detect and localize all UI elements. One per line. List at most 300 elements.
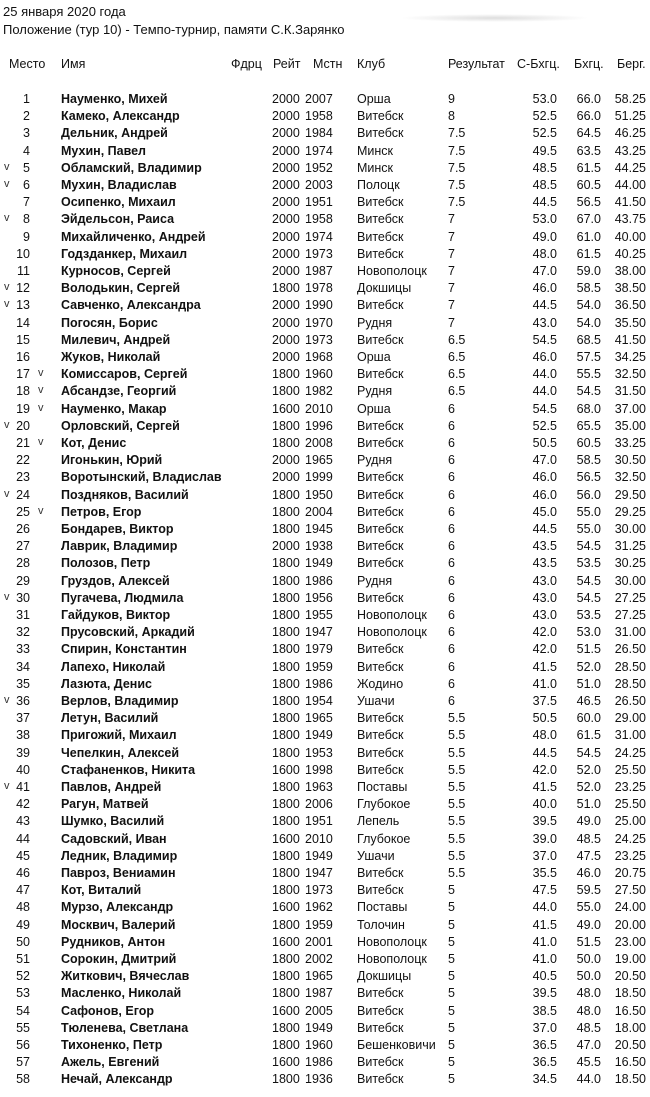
- place-cell: 55: [16, 1020, 30, 1035]
- name-cell: Дельник, Андрей: [61, 126, 168, 141]
- result-cell: 6: [448, 487, 455, 502]
- club-cell: Витебск: [357, 109, 404, 124]
- buchholz-cell: 54.5: [576, 745, 601, 760]
- result-cell: 5: [448, 1020, 455, 1035]
- place-cell: 34: [16, 659, 30, 674]
- result-cell: 7: [448, 212, 455, 227]
- club-cell: Толочин: [357, 917, 405, 932]
- club-cell: Витебск: [357, 418, 404, 433]
- berger-cell: 40.00: [614, 229, 646, 244]
- result-cell: 5: [448, 900, 455, 915]
- table-row: [0, 849, 650, 866]
- sbuchholz-cell: 50.5: [532, 711, 557, 726]
- result-cell: 6: [448, 608, 455, 622]
- place-cell: 51: [16, 952, 30, 966]
- buchholz-cell: 48.0: [576, 1003, 601, 1018]
- year-cell: 2007: [305, 92, 333, 106]
- sbuchholz-cell: 43.0: [532, 573, 557, 588]
- year-cell: 1952: [305, 160, 333, 175]
- table-row: [0, 470, 650, 487]
- club-cell: Рудня: [357, 384, 393, 399]
- place-cell: 54: [16, 1003, 30, 1018]
- club-cell: Витебск: [357, 539, 404, 554]
- table-row: [0, 728, 650, 745]
- berger-cell: 26.50: [614, 642, 646, 657]
- rating-cell: 1800: [272, 797, 300, 812]
- year-cell: 2006: [305, 797, 333, 812]
- rating-cell: 1800: [272, 917, 300, 932]
- buchholz-cell: 54.5: [576, 573, 601, 588]
- club-cell: Витебск: [357, 1020, 404, 1035]
- place-cell: 23: [16, 470, 30, 485]
- club-cell: Витебск: [357, 866, 404, 880]
- name-cell: Ажель, Евгений: [61, 1055, 160, 1070]
- year-cell: 1973: [305, 883, 333, 898]
- table-row: [0, 1021, 650, 1038]
- result-cell: 5.5: [448, 831, 466, 846]
- berger-cell: 29.25: [614, 504, 646, 519]
- sbuchholz-cell: 37.5: [532, 694, 557, 708]
- header-berger: Берг.: [617, 57, 646, 71]
- table-row: [0, 247, 650, 264]
- year-cell: 1965: [305, 711, 333, 726]
- document-date: 25 января 2020 года: [3, 4, 126, 19]
- result-cell: 5: [448, 952, 455, 966]
- berger-cell: 31.00: [614, 625, 646, 640]
- rating-cell: 1800: [272, 866, 300, 880]
- place-cell: 12: [16, 281, 30, 296]
- table-row: [0, 350, 650, 367]
- sbuchholz-cell: 41.5: [532, 780, 557, 794]
- name-cell: Ледник, Владимир: [61, 848, 178, 863]
- result-cell: 5: [448, 1038, 455, 1052]
- berger-cell: 20.50: [614, 969, 646, 984]
- rating-cell: 1800: [272, 1038, 300, 1052]
- rating-cell: 1800: [272, 642, 300, 657]
- year-cell: 2010: [305, 401, 333, 416]
- rating-cell: 1800: [272, 745, 300, 760]
- place-cell: 37: [16, 711, 30, 726]
- place-cell: 25: [16, 504, 30, 519]
- buchholz-cell: 48.5: [576, 831, 601, 846]
- result-cell: 7: [448, 264, 455, 278]
- name-cell: Абсандзе, Георгий: [61, 384, 177, 399]
- berger-cell: 30.00: [614, 573, 646, 588]
- place-cell: 36: [16, 694, 30, 708]
- place-cell: 24: [16, 487, 30, 502]
- buchholz-cell: 54.0: [576, 298, 601, 313]
- place-cell: 44: [16, 831, 30, 846]
- check-mark-icon: v: [38, 436, 44, 448]
- check-mark-icon: v: [4, 487, 10, 500]
- result-cell: 7.5: [448, 126, 466, 141]
- place-cell: 28: [16, 556, 30, 571]
- year-cell: 1951: [305, 195, 333, 210]
- place-cell: 5: [23, 160, 30, 175]
- place-cell: 1: [23, 92, 30, 106]
- year-cell: 1973: [305, 246, 333, 261]
- buchholz-cell: 59.5: [576, 883, 601, 898]
- rating-cell: 2000: [272, 212, 300, 227]
- year-cell: 1965: [305, 453, 333, 468]
- sbuchholz-cell: 41.0: [532, 952, 557, 966]
- result-cell: 6: [448, 556, 455, 571]
- rating-cell: 1800: [272, 659, 300, 674]
- name-cell: Бондарев, Виктор: [61, 522, 174, 536]
- rating-cell: 2000: [272, 178, 300, 192]
- place-cell: 52: [16, 969, 30, 984]
- rating-cell: 1800: [272, 367, 300, 382]
- table-row: [0, 952, 650, 969]
- berger-cell: 44.00: [614, 178, 646, 192]
- berger-cell: 18.50: [614, 986, 646, 1001]
- table-row: [0, 109, 650, 126]
- name-cell: Лапехо, Николай: [61, 659, 166, 674]
- place-cell: 46: [16, 866, 30, 880]
- club-cell: Витебск: [357, 195, 404, 210]
- berger-cell: 31.00: [614, 728, 646, 743]
- table-row: [0, 367, 650, 384]
- place-cell: 39: [16, 745, 30, 760]
- year-cell: 1986: [305, 676, 333, 691]
- table-row: [0, 92, 650, 109]
- year-cell: 1955: [305, 608, 333, 622]
- buchholz-cell: 67.0: [576, 212, 601, 227]
- name-cell: Камеко, Александр: [61, 109, 180, 124]
- place-cell: 50: [16, 934, 30, 949]
- buchholz-cell: 55.0: [576, 504, 601, 519]
- result-cell: 6: [448, 573, 455, 588]
- berger-cell: 30.25: [614, 556, 646, 571]
- buchholz-cell: 61.5: [576, 246, 601, 261]
- rating-cell: 1600: [272, 934, 300, 949]
- table-row: [0, 419, 650, 436]
- rating-cell: 1800: [272, 1020, 300, 1035]
- place-cell: 13: [16, 298, 30, 313]
- place-cell: 11: [17, 264, 30, 278]
- name-cell: Игонькин, Юрий: [61, 453, 163, 468]
- table-row: [0, 264, 650, 281]
- name-cell: Кот, Денис: [61, 436, 127, 450]
- berger-cell: 18.00: [614, 1020, 646, 1035]
- berger-cell: 32.50: [614, 470, 646, 485]
- year-cell: 1974: [305, 229, 333, 244]
- berger-cell: 30.00: [614, 522, 646, 536]
- rating-cell: 1800: [272, 590, 300, 605]
- result-cell: 6: [448, 642, 455, 657]
- sbuchholz-cell: 36.5: [532, 1055, 557, 1070]
- rating-cell: 1800: [272, 952, 300, 966]
- name-cell: Тихоненко, Петр: [61, 1038, 163, 1052]
- name-cell: Верлов, Владимир: [61, 694, 179, 708]
- year-cell: 1954: [305, 694, 333, 708]
- place-cell: 43: [16, 814, 30, 829]
- berger-cell: 31.25: [614, 539, 646, 554]
- table-row: [0, 746, 650, 763]
- header-place: Место: [9, 57, 46, 71]
- club-cell: Витебск: [357, 212, 404, 227]
- rating-cell: 2000: [272, 453, 300, 468]
- table-row: [0, 161, 650, 178]
- table-row: [0, 986, 650, 1003]
- result-cell: 6: [448, 453, 455, 468]
- table-row: [0, 814, 650, 831]
- year-cell: 1996: [305, 418, 333, 433]
- buchholz-cell: 61.5: [576, 728, 601, 743]
- place-cell: 16: [16, 350, 30, 364]
- buchholz-cell: 60.5: [576, 436, 601, 450]
- berger-cell: 25.50: [614, 762, 646, 777]
- sbuchholz-cell: 44.0: [532, 384, 557, 399]
- table-row: [0, 900, 650, 917]
- place-cell: 10: [16, 246, 30, 261]
- name-cell: Мухин, Владислав: [61, 178, 177, 192]
- table-row: [0, 453, 650, 470]
- name-cell: Осипенко, Михаил: [61, 195, 176, 210]
- name-cell: Москвич, Валерий: [61, 917, 176, 932]
- year-cell: 1978: [305, 281, 333, 296]
- name-cell: Годзданкер, Михаил: [61, 246, 188, 261]
- place-cell: 40: [16, 762, 30, 777]
- berger-cell: 35.50: [614, 315, 646, 330]
- year-cell: 1938: [305, 539, 333, 554]
- rating-cell: 2000: [272, 143, 300, 158]
- name-cell: Науменко, Макар: [61, 401, 167, 416]
- result-cell: 6: [448, 625, 455, 640]
- sbuchholz-cell: 54.5: [532, 401, 557, 416]
- rating-cell: 1800: [272, 848, 300, 863]
- table-row: [0, 488, 650, 505]
- result-cell: 5: [448, 1072, 455, 1087]
- table-row: [0, 212, 650, 229]
- sbuchholz-cell: 53.0: [532, 212, 557, 227]
- year-cell: 1947: [305, 866, 333, 880]
- rating-cell: 1600: [272, 900, 300, 915]
- berger-cell: 33.25: [614, 436, 646, 450]
- year-cell: 1974: [305, 143, 333, 158]
- year-cell: 1962: [305, 900, 333, 915]
- table-row: [0, 969, 650, 986]
- check-mark-icon: v: [38, 367, 44, 380]
- buchholz-cell: 54.0: [576, 315, 601, 330]
- buchholz-cell: 50.0: [576, 952, 601, 966]
- place-cell: 32: [16, 625, 30, 640]
- year-cell: 1998: [305, 762, 333, 777]
- club-cell: Глубокое: [357, 797, 411, 812]
- table-row: [0, 832, 650, 849]
- buchholz-cell: 53.5: [576, 556, 601, 571]
- year-cell: 1950: [305, 487, 333, 502]
- rating-cell: 1800: [272, 418, 300, 433]
- year-cell: 1936: [305, 1072, 333, 1087]
- club-cell: Витебск: [357, 126, 404, 141]
- berger-cell: 32.50: [614, 367, 646, 382]
- berger-cell: 27.50: [614, 883, 646, 898]
- berger-cell: 26.50: [614, 694, 646, 708]
- name-cell: Прусовский, Аркадий: [61, 625, 195, 640]
- buchholz-cell: 46.5: [576, 694, 601, 708]
- result-cell: 7: [448, 246, 455, 261]
- check-mark-icon: v: [4, 178, 10, 190]
- result-cell: 7.5: [448, 143, 466, 158]
- berger-cell: 46.25: [614, 126, 646, 141]
- result-cell: 7.5: [448, 178, 466, 192]
- buchholz-cell: 58.5: [576, 453, 601, 468]
- table-row: [0, 1004, 650, 1021]
- result-cell: 5.5: [448, 745, 466, 760]
- sbuchholz-cell: 47.5: [532, 883, 557, 898]
- result-cell: 6: [448, 504, 455, 519]
- buchholz-cell: 56.0: [576, 487, 601, 502]
- buchholz-cell: 61.5: [576, 160, 601, 175]
- result-cell: 6: [448, 590, 455, 605]
- year-cell: 1963: [305, 780, 333, 794]
- sbuchholz-cell: 46.0: [532, 470, 557, 485]
- club-cell: Витебск: [357, 246, 404, 261]
- berger-cell: 28.50: [614, 659, 646, 674]
- table-row: [0, 660, 650, 677]
- year-cell: 2010: [305, 831, 333, 846]
- place-cell: 45: [16, 848, 30, 863]
- sbuchholz-cell: 48.5: [532, 160, 557, 175]
- result-cell: 7.5: [448, 195, 466, 210]
- year-cell: 1958: [305, 212, 333, 227]
- club-cell: Витебск: [357, 642, 404, 657]
- check-mark-icon: v: [4, 298, 10, 311]
- year-cell: 1987: [305, 986, 333, 1001]
- buchholz-cell: 51.5: [576, 934, 601, 949]
- result-cell: 6: [448, 676, 455, 691]
- sbuchholz-cell: 39.5: [532, 986, 557, 1001]
- header-rating: Рейт: [273, 57, 301, 71]
- rating-cell: 2000: [272, 160, 300, 175]
- sbuchholz-cell: 37.0: [532, 848, 557, 863]
- berger-cell: 40.25: [614, 246, 646, 261]
- rating-cell: 1800: [272, 384, 300, 399]
- sbuchholz-cell: 44.0: [532, 367, 557, 382]
- rating-cell: 1600: [272, 1003, 300, 1018]
- header-fdrc: Фдрц: [231, 57, 262, 71]
- rating-cell: 1800: [272, 986, 300, 1001]
- year-cell: 1949: [305, 1020, 333, 1035]
- table-row: [0, 574, 650, 591]
- sbuchholz-cell: 41.5: [532, 659, 557, 674]
- check-mark-icon: v: [4, 160, 10, 173]
- place-cell: 33: [16, 642, 30, 657]
- year-cell: 1959: [305, 917, 333, 932]
- buchholz-cell: 49.0: [576, 814, 601, 829]
- berger-cell: 34.25: [614, 350, 646, 364]
- berger-cell: 43.75: [614, 212, 646, 227]
- rating-cell: 1600: [272, 762, 300, 777]
- result-cell: 5: [448, 934, 455, 949]
- sbuchholz-cell: 43.0: [532, 608, 557, 622]
- club-cell: Витебск: [357, 298, 404, 313]
- year-cell: 1956: [305, 590, 333, 605]
- berger-cell: 41.50: [614, 195, 646, 210]
- header-year: Мстн: [313, 57, 343, 71]
- buchholz-cell: 66.0: [576, 109, 601, 124]
- sbuchholz-cell: 44.5: [532, 522, 557, 536]
- sbuchholz-cell: 48.0: [532, 246, 557, 261]
- buchholz-cell: 53.0: [576, 625, 601, 640]
- sbuchholz-cell: 46.0: [532, 281, 557, 296]
- sbuchholz-cell: 43.0: [532, 315, 557, 330]
- table-row: [0, 402, 650, 419]
- sbuchholz-cell: 53.0: [532, 92, 557, 106]
- sbuchholz-cell: 43.5: [532, 539, 557, 554]
- berger-cell: 38.50: [614, 281, 646, 296]
- result-cell: 5.5: [448, 762, 466, 777]
- table-row: [0, 1072, 650, 1089]
- sbuchholz-cell: 48.0: [532, 728, 557, 743]
- place-cell: 26: [16, 522, 30, 536]
- name-cell: Павроз, Вениамин: [61, 866, 176, 880]
- club-cell: Новополоцк: [357, 608, 427, 622]
- table-row: [0, 1038, 650, 1055]
- result-cell: 5: [448, 883, 455, 898]
- rating-cell: 1600: [272, 401, 300, 416]
- club-cell: Витебск: [357, 745, 404, 760]
- year-cell: 1947: [305, 625, 333, 640]
- place-cell: 8: [23, 212, 30, 227]
- club-cell: Рудня: [357, 573, 393, 588]
- buchholz-cell: 52.0: [576, 762, 601, 777]
- name-cell: Милевич, Андрей: [61, 332, 171, 347]
- result-cell: 5.5: [448, 797, 466, 812]
- buchholz-cell: 48.0: [576, 986, 601, 1001]
- club-cell: Рудня: [357, 315, 393, 330]
- club-cell: Жодино: [357, 676, 404, 691]
- sbuchholz-cell: 48.5: [532, 178, 557, 192]
- table-row: [0, 316, 650, 333]
- place-cell: 38: [16, 728, 30, 743]
- year-cell: 1968: [305, 350, 333, 364]
- year-cell: 1973: [305, 332, 333, 347]
- sbuchholz-cell: 52.5: [532, 109, 557, 124]
- sbuchholz-cell: 39.5: [532, 814, 557, 829]
- club-cell: Орша: [357, 92, 391, 106]
- sbuchholz-cell: 40.0: [532, 797, 557, 812]
- rating-cell: 2000: [272, 195, 300, 210]
- header-result: Результат: [448, 57, 505, 71]
- rating-cell: 1800: [272, 814, 300, 829]
- place-cell: 2: [23, 109, 30, 124]
- berger-cell: 24.00: [614, 900, 646, 915]
- buchholz-cell: 54.5: [576, 539, 601, 554]
- club-cell: Витебск: [357, 1072, 404, 1087]
- result-cell: 6.5: [448, 367, 466, 382]
- club-cell: Новополоцк: [357, 952, 427, 966]
- name-cell: Житкович, Вячеслав: [61, 969, 190, 984]
- buchholz-cell: 53.5: [576, 608, 601, 622]
- club-cell: Поставы: [357, 900, 408, 915]
- table-row: [0, 539, 650, 556]
- name-cell: Шумко, Василий: [61, 814, 165, 829]
- club-cell: Глубокое: [357, 831, 411, 846]
- table-row: [0, 178, 650, 195]
- name-cell: Спирин, Константин: [61, 642, 187, 657]
- berger-cell: 18.50: [614, 1072, 646, 1087]
- name-cell: Воротынский, Владислав: [61, 470, 222, 485]
- result-cell: 6: [448, 470, 455, 485]
- rating-cell: 1800: [272, 711, 300, 726]
- place-cell: 47: [16, 883, 30, 898]
- result-cell: 9: [448, 92, 455, 106]
- result-cell: 7.5: [448, 160, 466, 175]
- result-cell: 6: [448, 418, 455, 433]
- year-cell: 2005: [305, 1003, 333, 1018]
